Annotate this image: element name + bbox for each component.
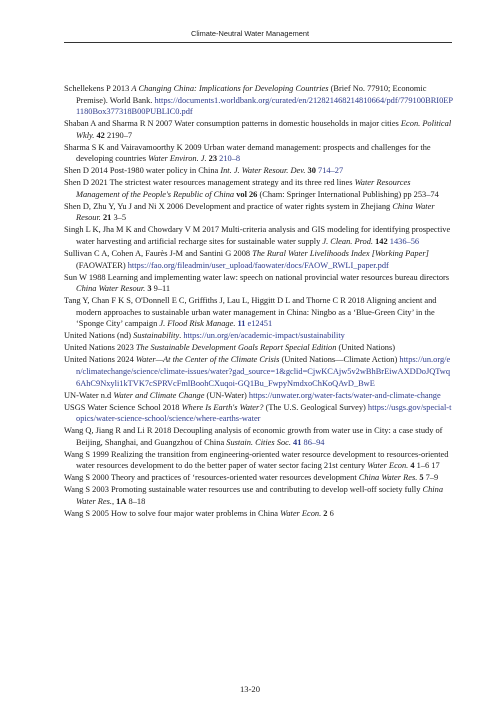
reference-text: Wang Q, Jiang R and Li R 2018 Decoupling analysis of economic growth from water use in City: a case study of Beijing, Shanghai, and Guangzhou of China xyxy=(64,426,443,447)
reference-text: 3 xyxy=(147,284,152,294)
reference-entry xyxy=(64,330,454,342)
reference-entry xyxy=(64,390,454,402)
reference-text: Sharma S K and Vairavamoorthy K 2009 Urban water demand management: prospects and challenges for the developing countries xyxy=(64,142,431,164)
reference-text: 4 xyxy=(410,461,415,471)
reference-text: Econ. Political Wkly. xyxy=(76,119,452,140)
reference-text: Shen D 2021 The strictest water resources management strategy and its three red lines xyxy=(64,178,355,188)
reference-text: 42 xyxy=(96,130,105,140)
reference-text: 3–5 xyxy=(111,213,127,223)
reference-link[interactable]: 41 xyxy=(293,437,302,447)
reference-text: A Changing China: Implications for Developing Countries xyxy=(131,84,329,93)
reference-entry xyxy=(64,354,454,389)
reference-text: Sustainability xyxy=(133,331,180,341)
reference-text: Shen D, Zhu Y, Yu J and Ni X 2006 Development and practice of water rights system in Zhejiang xyxy=(64,201,393,211)
reference-text: 8–18 xyxy=(126,496,146,506)
reference-text: . xyxy=(179,331,184,341)
reference-entry xyxy=(64,272,454,295)
reference-text: China Water Resour. xyxy=(76,284,146,294)
reference-entry xyxy=(64,425,454,448)
reference-text: United Nations (nd) xyxy=(64,331,134,341)
reference-text: (Cham: Springer International Publishing) pp 253–74 xyxy=(257,189,439,199)
reference-entry xyxy=(64,142,454,165)
reference-entry xyxy=(64,224,454,247)
reference-text: Tang Y, Chan F K S, O'Donnell E C, Griffiths J, Lau L, Higgitt D L and Thorne C R 2018 Aligning ancient and modern approaches to sustainable urban water management in China: Ningbo as a ‘Blue-Green City’ in the ‘Sponge City’ campaign xyxy=(64,296,437,329)
reference-link[interactable]: https://usgs.gov/special-topics/water-science-school/science/where-earths-water xyxy=(76,402,452,424)
reference-text: 9–11 xyxy=(151,284,171,294)
reference-text: Where Is Earth's Water? xyxy=(181,402,264,412)
reference-text: United Nations 2023 xyxy=(64,343,136,353)
reference-entry xyxy=(64,248,454,271)
reference-text: 1A xyxy=(116,496,127,506)
reference-text: Sun W 1988 Learning and implementing water law: speech on national provincial water resources bureau directors xyxy=(64,272,450,282)
reference-text: (UN-Water) xyxy=(204,390,249,400)
reference-text: 1–6 17 xyxy=(414,461,440,471)
reference-text: 23 xyxy=(208,154,218,164)
reference-link[interactable]: 11 xyxy=(237,319,246,329)
reference-link[interactable]: https://unwater.org/water-facts/water-and-climate-change xyxy=(248,390,441,400)
reference-text: J. Clean. Prod. xyxy=(322,237,373,247)
reference-link[interactable]: 86–94 xyxy=(303,437,325,447)
reference-link[interactable]: 714–27 xyxy=(318,166,344,176)
reference-text: Sustain. Cities Soc. xyxy=(226,437,291,447)
reference-text: 2 xyxy=(323,508,328,518)
reference-text: Water—At the Center of the Climate Crisis xyxy=(135,355,280,365)
reference-text: Water Econ. xyxy=(280,508,322,518)
reference-text: 2190–7 xyxy=(104,130,133,140)
running-header-title: Climate-Neutral Water Management xyxy=(190,29,310,38)
reference-entry xyxy=(64,508,454,520)
reference-text: China Water Resour. xyxy=(76,201,435,223)
reference-entry xyxy=(64,484,454,507)
reference-text: Wang S 2000 Theory and practices of ‘resources-oriented water resources development xyxy=(64,473,359,483)
reference-text: Sullivan C A, Cohen A, Faurès J-M and Santini G 2008 xyxy=(64,249,253,259)
reference-text: Water and Climate Change xyxy=(113,390,205,400)
reference-text: Water Environ. J. xyxy=(148,154,207,164)
reference-link[interactable]: https://un.org/en/academic-impact/sustainability xyxy=(183,331,345,341)
reference-text: (United Nations—Climate Action) xyxy=(279,355,400,365)
reference-text: United Nations 2024 xyxy=(64,355,136,365)
reference-text: (United Nations) xyxy=(336,343,396,353)
reference-text: (FAOWATER) xyxy=(76,260,128,270)
reference-link[interactable]: 1436–56 xyxy=(389,237,420,247)
reference-text: Schellekens P 2013 xyxy=(64,84,132,93)
reference-text: The Rural Water Livelihoods Index [Working Paper] xyxy=(252,249,429,259)
reference-text: Shaban A and Sharma R N 2007 Water consumption patterns in domestic households in major cities xyxy=(64,119,401,129)
reference-link[interactable]: https://fao.org/fileadmin/user_upload/faowater/docs/FAOW_RWLI_paper.pdf xyxy=(127,260,389,270)
reference-text: (Brief No. 77910; Economic Premise). World Bank. xyxy=(76,84,427,105)
reference-entry xyxy=(64,342,454,354)
reference-entry xyxy=(64,449,454,472)
reference-entry xyxy=(64,472,454,484)
reference-text: Wang S 1999 Realizing the transition from engineering-oriented water resource development to resources-oriented water resources development to do the better paper of water sector facing 21st century xyxy=(64,449,449,471)
reference-text: 142 xyxy=(375,237,388,247)
reference-text: Singh L K, Jha M K and Chowdary V M 2017 Multi-criteria analysis and GIS modeling for identifying prospective water harvesting and artificial recharge sites for sustainable water supply xyxy=(64,225,451,247)
reference-entry xyxy=(64,295,454,330)
reference-text: 30 xyxy=(307,166,316,176)
reference-text: Water Econ. xyxy=(367,461,409,471)
reference-text: (The U.S. Geological Survey) xyxy=(263,402,368,412)
reference-link[interactable]: e12451 xyxy=(247,319,273,329)
reference-text: 5 xyxy=(419,473,424,483)
reference-text: J. Flood Risk Manage. xyxy=(159,319,236,329)
reference-entry xyxy=(64,201,454,224)
reference-text: China Water Res. xyxy=(358,473,418,483)
reference-link[interactable]: https://documents1.worldbank.org/curated/en/212821468214810664/pdf/779100BRI0EP1180Box377318B00PUBLIC0.pdf xyxy=(76,95,454,117)
reference-text: , xyxy=(111,496,117,506)
reference-text: Int. J. Water Resour. Dev. xyxy=(220,166,306,176)
reference-text: 7–9 xyxy=(423,473,439,483)
reference-text: China Water Res. xyxy=(76,485,444,506)
reference-text: Shen D 2014 Post-1980 water policy in China xyxy=(64,166,221,176)
reference-text: 6 xyxy=(327,508,334,518)
header-rule xyxy=(64,42,452,43)
reference-text: 21 xyxy=(102,213,112,223)
reference-entry xyxy=(64,177,454,200)
reference-text: Wang S 2003 Promoting sustainable water resources use and contributing to develop well-off society fully xyxy=(64,485,423,495)
reference-entry xyxy=(64,402,454,425)
reference-text: The Sustainable Development Goals Report Special Edition xyxy=(135,343,337,353)
reference-text: UN-Water n.d xyxy=(64,390,114,400)
reference-entry xyxy=(64,165,454,177)
reference-text: Water Resources Management of the People's Republic of China xyxy=(76,178,411,199)
reference-entry xyxy=(64,83,454,118)
reference-text: vol 26 xyxy=(236,189,258,199)
reference-list xyxy=(64,83,454,520)
reference-entry xyxy=(64,118,454,141)
reference-text: USGS Water Science School 2018 xyxy=(64,402,182,412)
reference-link[interactable]: https://un.org/en/climatechange/science/climate-issues/water?gad_source=1&gclid=CjwKCAjw5v2wBhBrEiwAXDDoJQTwq6AhC9Nxyli1kTVK7cSPRVcFmlBoohCXuqoi-GQ1Bu_FwpyNmdxoChKoQAvD_BwE xyxy=(76,355,451,388)
page-number: 13-20 xyxy=(239,684,261,694)
reference-link[interactable]: 210–8 xyxy=(219,154,241,164)
reference-text: Wang S 2005 How to solve four major water problems in China xyxy=(64,508,281,518)
